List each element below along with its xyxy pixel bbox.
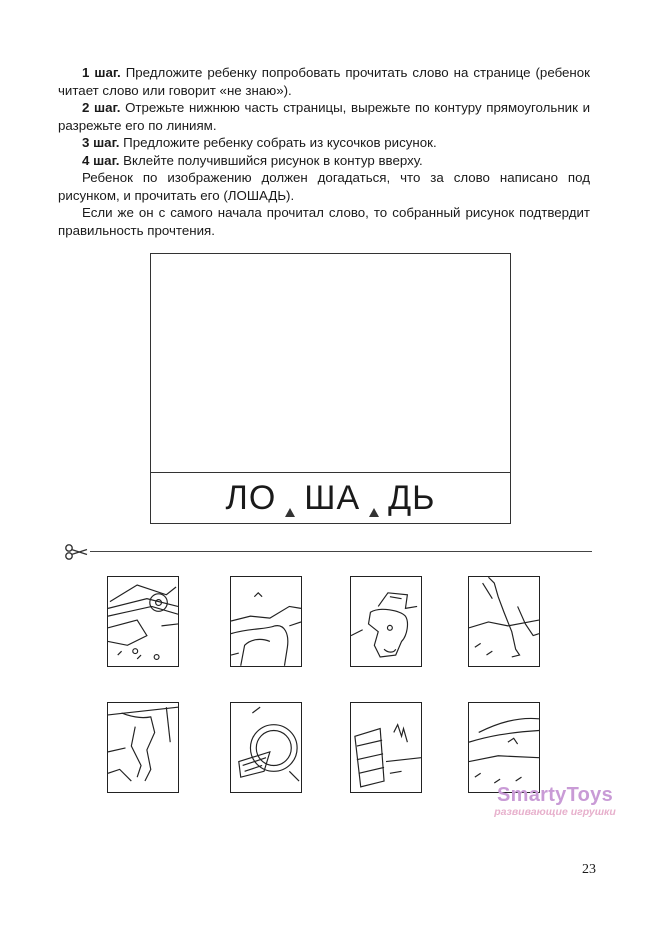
step-2-label: 2 шаг. [82, 100, 121, 115]
syllable-2: ША [304, 478, 361, 517]
step-4 [58, 152, 590, 170]
step-4-label: 4 шаг. [82, 152, 120, 168]
syllable-divider-marker [285, 508, 295, 517]
paragraph-confirm: Если же он с самого начала прочитал слово, то собранный рисунок подтвердит правильность прочтения. [58, 205, 590, 238]
puzzle-piece-7[interactable] [350, 702, 422, 793]
puzzle-piece-2[interactable] [230, 576, 302, 667]
step-1-text: Предложите ребенку попробовать прочитать слово на странице (ребенок читает слово или говорит «не знаю»). [58, 65, 590, 98]
step-3-text: Предложите ребенку собрать из кусочков рисунок. [119, 135, 437, 150]
syllable-3: ДЬ [388, 478, 436, 517]
scissors-icon [64, 543, 88, 561]
watermark-logo [480, 784, 630, 818]
syllable-1: ЛО [225, 478, 277, 517]
puzzle-piece-8[interactable] [468, 702, 540, 793]
paragraph-guess: Ребенок по изображению должен догадаться, что за слово написано под рисунком, и прочитать его (ЛОШАДЬ). [58, 170, 590, 203]
step-2 [58, 99, 590, 134]
page-number: 23 [582, 862, 596, 877]
puzzle-piece-6[interactable] [230, 702, 302, 793]
puzzle-piece-1[interactable] [107, 576, 179, 667]
step-2-text: Отрежьте нижнюю часть страницы, вырежьте по контуру прямоугольник и разрежьте его по линиям. [58, 100, 590, 133]
word-band [150, 472, 511, 524]
cut-line [90, 551, 592, 552]
step-3-label: 3 шаг. [82, 135, 120, 150]
puzzle-piece-3[interactable] [350, 576, 422, 667]
step-1 [58, 64, 590, 99]
instructions [58, 64, 590, 239]
step-4-text: Вклейте получившийся рисунок в контур вверху. [119, 152, 423, 168]
watermark-brand-name: SmartyToys [496, 784, 613, 806]
watermark-tagline: развивающие игрушки [494, 806, 616, 818]
puzzle-piece-4[interactable] [468, 576, 540, 667]
syllable-divider-marker [369, 508, 379, 517]
puzzle-piece-5[interactable] [107, 702, 179, 793]
step-3 [58, 134, 590, 152]
step-1-label: 1 шаг. [82, 65, 121, 80]
